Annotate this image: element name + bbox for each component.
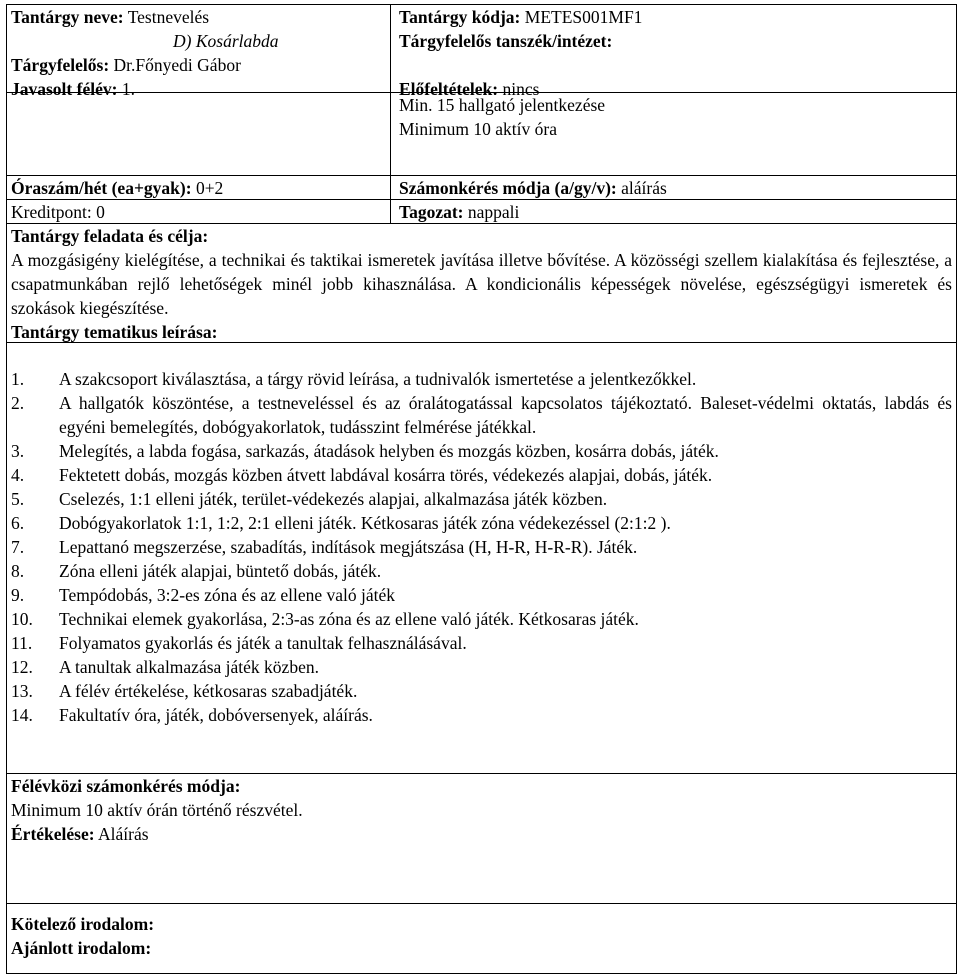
hours-cell: Óraszám/hét (ea+gyak): 0+2 [7,176,391,200]
subject-code-line: Tantárgy kódja: METES001MF1 [399,7,643,27]
semester-value: 1. [121,79,135,99]
topic-number: 6. [11,513,25,533]
topic-item [11,367,952,391]
topic-item [11,583,952,607]
credit-value: 0 [96,202,105,222]
topic-item [11,511,952,535]
topic-number: 1. [11,369,25,389]
topic-text: Cselezés, 1:1 elleni játék, terület-védekezés alapjai, alkalmazása játék közben. [59,489,608,509]
subject-info-cell [7,5,391,99]
topic-text: Zóna elleni játék alapjai, büntető dobás, játék. [59,561,382,581]
literature-section [7,904,956,960]
semester-line: Javasolt félév: 1. [11,79,135,99]
min-students: Min. 15 hallgató jelentkezése [399,95,606,115]
topic-text: Dobógyakorlatok 1:1, 1:2, 2:1 elleni játék. Kétkosaras játék zóna védekezéssel (2:1:2 ). [59,513,671,533]
topic-item [11,487,952,511]
evaluation-value: Aláírás [98,824,149,844]
topic-number: 9. [11,585,25,605]
department-line: Tárgyfelelős tanszék/intézet: [399,31,613,51]
mode-cell: Tagozat: nappali [391,200,956,224]
topic-item [11,679,952,703]
midterm-text: Minimum 10 aktív órán történő részvétel. [11,800,303,820]
topic-number: 2. [11,393,25,413]
topic-number: 13. [11,681,33,701]
exam-type-cell: Számonkérés módja (a/gy/v): aláírás [391,176,956,200]
credit-cell: Kreditpont: 0 [7,200,391,224]
topic-item [11,535,952,559]
topic-list [11,367,952,727]
topic-item [11,391,952,439]
requirements-cell [391,93,956,176]
responsible-name: Dr.Főnyedi Gábor [113,55,241,75]
topic-number: 5. [11,489,25,509]
topic-number: 12. [11,657,33,677]
goal-title: Tantárgy feladata és célja: [11,226,209,246]
evaluation-line: Értékelése: Aláírás [11,824,149,844]
mode-value: nappali [467,202,520,222]
topic-item [11,607,952,631]
topics-section [7,343,956,774]
topic-text: Lepattanó megszerzése, szabadítás, indítások megjátszása (H, H-R, H-R-R). Játék. [59,537,638,557]
topics-title: Tantárgy tematikus leírása: [11,322,218,342]
subject-name: Testnevelés [127,7,210,27]
topic-text: Melegítés, a labda fogása, sarkazás, átadások helyben és mozgás közben, kosárra dobás, játék. [59,441,719,461]
exam-type-value: aláírás [621,178,667,198]
header-grid [7,5,956,224]
topic-item [11,559,952,583]
topic-text: Fakultatív óra, játék, dobóversenyek, aláírás. [59,705,373,725]
topic-text: Fektetett dobás, mozgás közben átvett labdával kosárra törés, védekezés alapjai, dobás, játék. [59,465,713,485]
topic-text: A hallgatók köszöntése, a testneveléssel és az óralátogatással kapcsolatos tájékoztató. Baleset-védelmi oktatás, labdás és egyéni bemelegítés, dobógyakorlatok, tudásszint felmérése játékkal. [59,393,952,437]
topic-number: 11. [11,633,33,653]
subject-code-cell [391,5,956,99]
topic-text: Tempódobás, 3:2-es zóna és az ellene való játék [59,585,396,605]
topic-text: A félév értékelése, kétkosaras szabadjáték. [59,681,358,701]
topic-number: 8. [11,561,25,581]
prerequisite-line: Előfeltételek: nincs [399,79,540,99]
syllabus-sheet [6,4,957,974]
topic-text: A szakcsoport kiválasztása, a tárgy rövid leírása, a tudnivalók ismertetése a jelentkezőkkel. [59,369,697,389]
subject-code: METES001MF1 [524,7,643,27]
topic-number: 7. [11,537,25,557]
topic-number: 10. [11,609,33,629]
topic-item [11,463,952,487]
subject-sport: D) Kosárlabda [173,31,279,51]
responsible-line: Tárgyfelelős: Dr.Főnyedi Gábor [11,55,241,75]
midterm-section [7,774,956,904]
topic-item [11,631,952,655]
goal-text: A mozgásigény kielégítése, a technikai és taktikai ismeretek javítása illetve bővítése. A közösségi szellem kialakítása és fejlesztése, a csapatmunkában rejlő lehetőségek minél jobb kihasználása. A kondicionális képességek növelése, egészségügyi ismeretek és szokások kiegészítése. [11,250,952,318]
empty-left-cell [7,93,391,176]
midterm-title: Félévközi számonkérés módja: [11,776,241,796]
required-literature: Kötelező irodalom: [11,914,155,934]
topic-number: 3. [11,441,25,461]
topic-item [11,439,952,463]
min-classes: Minimum 10 aktív óra [399,119,557,139]
topic-text: Technikai elemek gyakorlása, 2:3-as zóna és az ellene való játék. Kétkosaras játék. [59,609,639,629]
recommended-literature: Ajánlott irodalom: [11,938,152,958]
goal-section [7,224,956,343]
topic-text: Folyamatos gyakorlás és játék a tanultak felhasználásával. [59,633,467,653]
hours-value: 0+2 [195,178,224,198]
topic-number: 4. [11,465,25,485]
topic-text: A tanultak alkalmazása játék közben. [59,657,319,677]
topic-item [11,655,952,679]
topic-item [11,703,952,727]
subject-name-line: Tantárgy neve: Testnevelés [11,7,210,27]
topic-number: 14. [11,705,33,725]
prerequisite-value: nincs [502,79,540,99]
